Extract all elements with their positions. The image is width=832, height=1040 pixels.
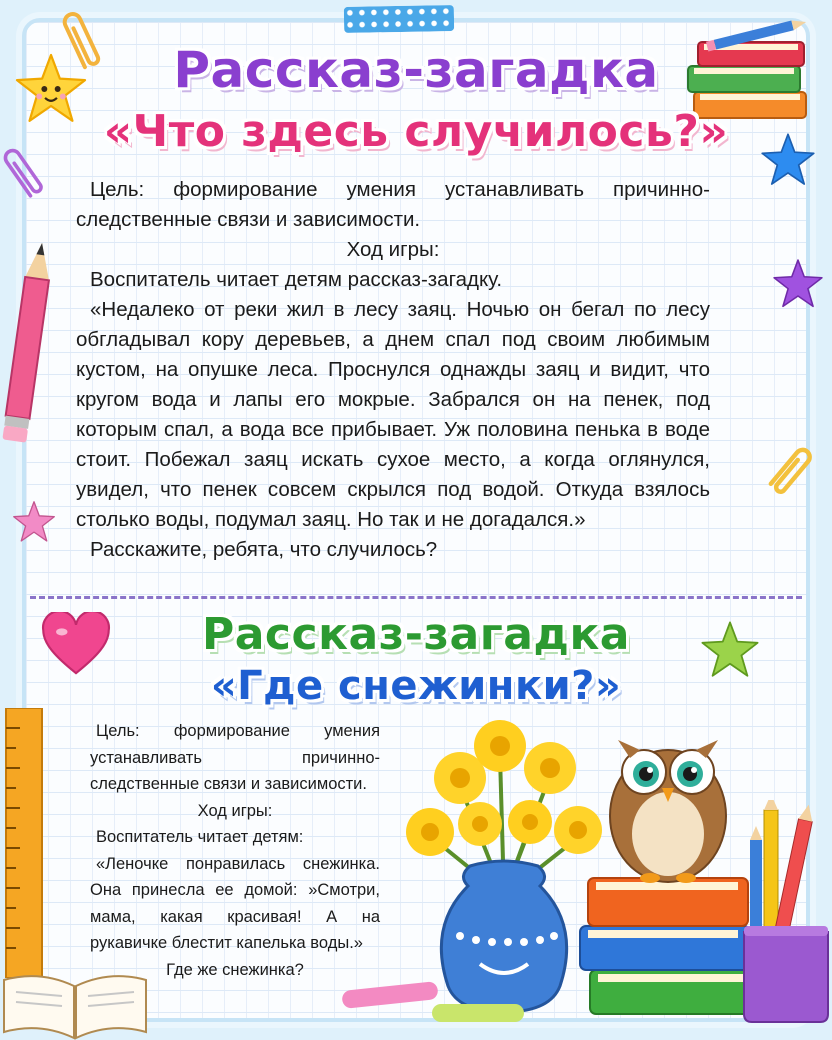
owl-icon bbox=[560, 706, 760, 1016]
section1-title-line1: Рассказ-загадка bbox=[173, 41, 659, 99]
section2-question: Где же снежинка? bbox=[166, 960, 304, 979]
section2-intro: Воспитатель читает детям: bbox=[96, 828, 304, 846]
section1-course-heading: Ход игры: bbox=[346, 238, 440, 261]
section2-body bbox=[90, 718, 380, 983]
star-icon bbox=[772, 258, 824, 310]
section-divider bbox=[30, 596, 802, 599]
section2-course-heading: Ход игры: bbox=[197, 801, 273, 820]
section2-title-line2: «Где снежинки?» bbox=[210, 663, 622, 709]
section1-story: «Недалеко от реки жил в лесу заяц. Ночью он бегал по лесу обгладывал кору деревьев, а днем спал под своим любимым кустом, на опушке леса. Проснулся однажды заяц и видит, что кругом вода и лапы его мокрые. Забрался он на пенек, под которым спал, а вода все прибывает. Уж половина пенька в воде стоит. Побежал заяц искать сухое место, а когда оглянулся, увидел, что пенек совсем скрылся под водой. Откуда взялось столько воды, подумал заяц. Но так и не догадался.» bbox=[76, 298, 710, 531]
ruler-icon bbox=[0, 708, 50, 978]
pencil-icon bbox=[2, 238, 54, 448]
section1-question: Расскажите, ребята, что случилось? bbox=[90, 538, 438, 561]
section1-goal: Цель: формирование умения устанавливать причинно-следственные связи и зависимости. bbox=[76, 178, 710, 231]
open-book-icon bbox=[0, 960, 150, 1040]
pencil-cup-icon bbox=[740, 800, 832, 1024]
section1-title-line2: «Что здесь случилось?» bbox=[103, 106, 729, 157]
section2-title-line1: Рассказ-загадка bbox=[201, 609, 630, 660]
section2-story: «Леночке понравилась снежинка. Она принесла ее домой: »Смотри, мама, какая красивая! А на рукавичке блестит капелька воды.» bbox=[90, 854, 380, 952]
chalk-icon bbox=[336, 976, 536, 1036]
section1-body bbox=[76, 175, 710, 565]
star-icon bbox=[12, 500, 56, 544]
section1-intro: Воспитатель читает детям рассказ-загадку. bbox=[90, 268, 503, 291]
section2-goal: Цель: формирование умения устанавливать причинно-следственные связи и зависимости. bbox=[90, 722, 380, 793]
washi-tape bbox=[344, 5, 454, 33]
